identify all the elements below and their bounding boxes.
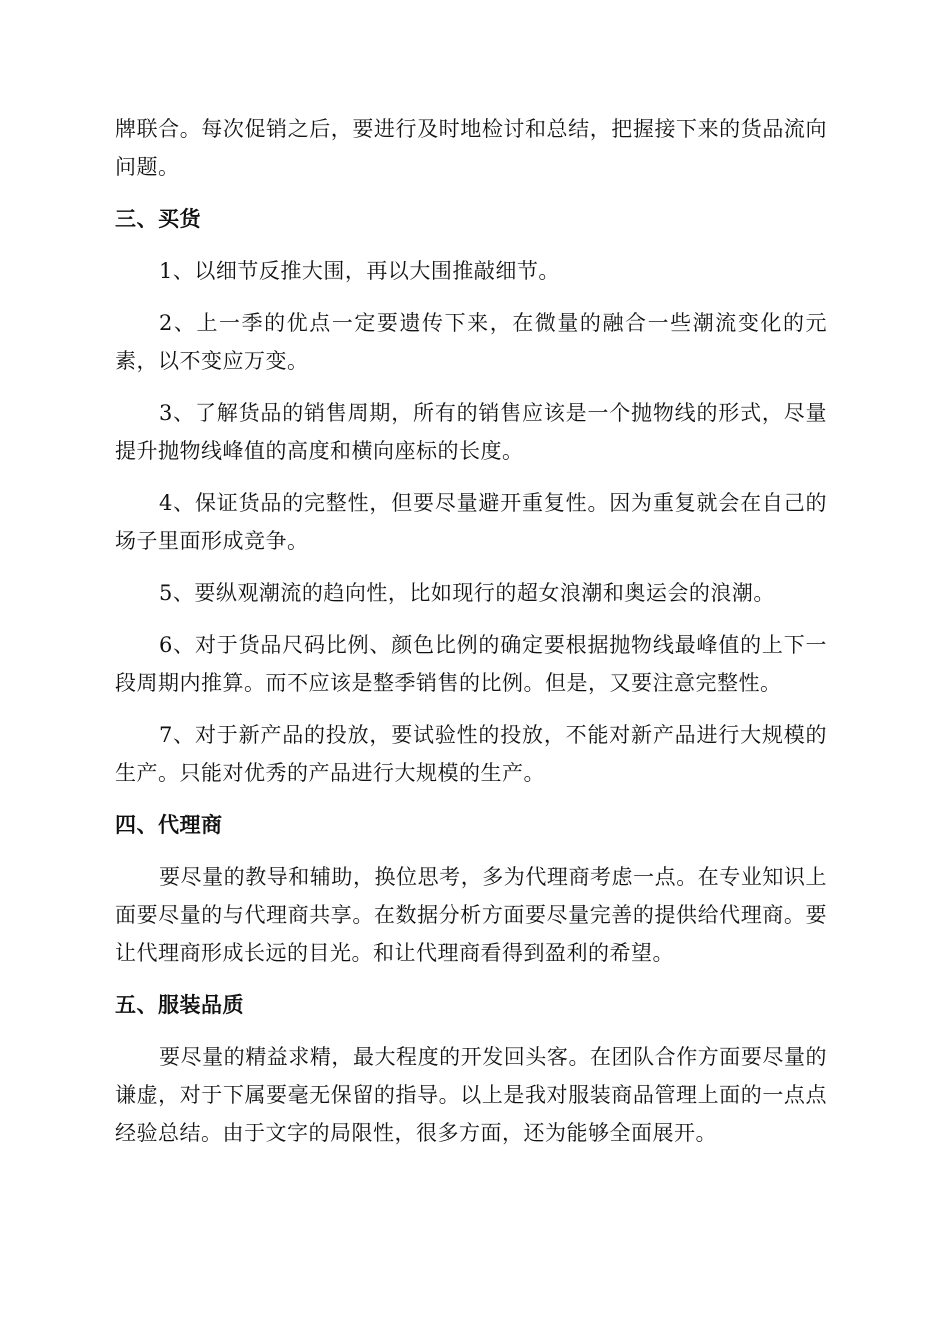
quality-paragraph: 要尽量的精益求精，最大程度的开发回头客。在团队合作方面要尽量的谦虚，对于下属要毫无保留的指导。以上是我对服装商品管理上面的一点点经验总结。由于文字的局限性，很多方面，还为能够全面展开。 (115, 1045, 827, 1145)
buying-item-2: 2、上一季的优点一定要遗传下来，在微量的融合一些潮流变化的元素，以不变应万变。 (115, 311, 827, 373)
buying-item-1: 1、以细节反推大围，再以大围推敲细节。 (159, 259, 560, 283)
buying-item-7: 7、对于新产品的投放，要试验性的投放，不能对新产品进行大规模的生产。只能对优秀的产品进行大规模的生产。 (115, 723, 827, 785)
section-heading-quality: 五、服装品质 (115, 993, 244, 1017)
section-heading-buying: 三、买货 (115, 207, 201, 231)
buying-item-5: 5、要纵观潮流的趋向性，比如现行的超女浪潮和奥运会的浪潮。 (159, 581, 775, 605)
intro-paragraph: 牌联合。每次促销之后，要进行及时地检讨和总结，把握接下来的货品流向问题。 (115, 117, 827, 179)
buying-item-3: 3、了解货品的销售周期，所有的销售应该是一个抛物线的形式，尽量提升抛物线峰值的高度和横向座标的长度。 (115, 401, 827, 463)
agents-paragraph: 要尽量的教导和辅助，换位思考，多为代理商考虑一点。在专业知识上面要尽量的与代理商共享。在数据分析方面要尽量完善的提供给代理商。要让代理商形成长远的目光。和让代理商看得到盈利的希望。 (115, 865, 827, 965)
section-heading-agents: 四、代理商 (115, 813, 223, 837)
document-page (115, 110, 827, 1152)
buying-item-4: 4、保证货品的完整性，但要尽量避开重复性。因为重复就会在自己的场子里面形成竞争。 (115, 491, 827, 553)
buying-item-6: 6、对于货品尺码比例、颜色比例的确定要根据抛物线最峰值的上下一段周期内推算。而不应该是整季销售的比例。但是，又要注意完整性。 (115, 633, 827, 695)
